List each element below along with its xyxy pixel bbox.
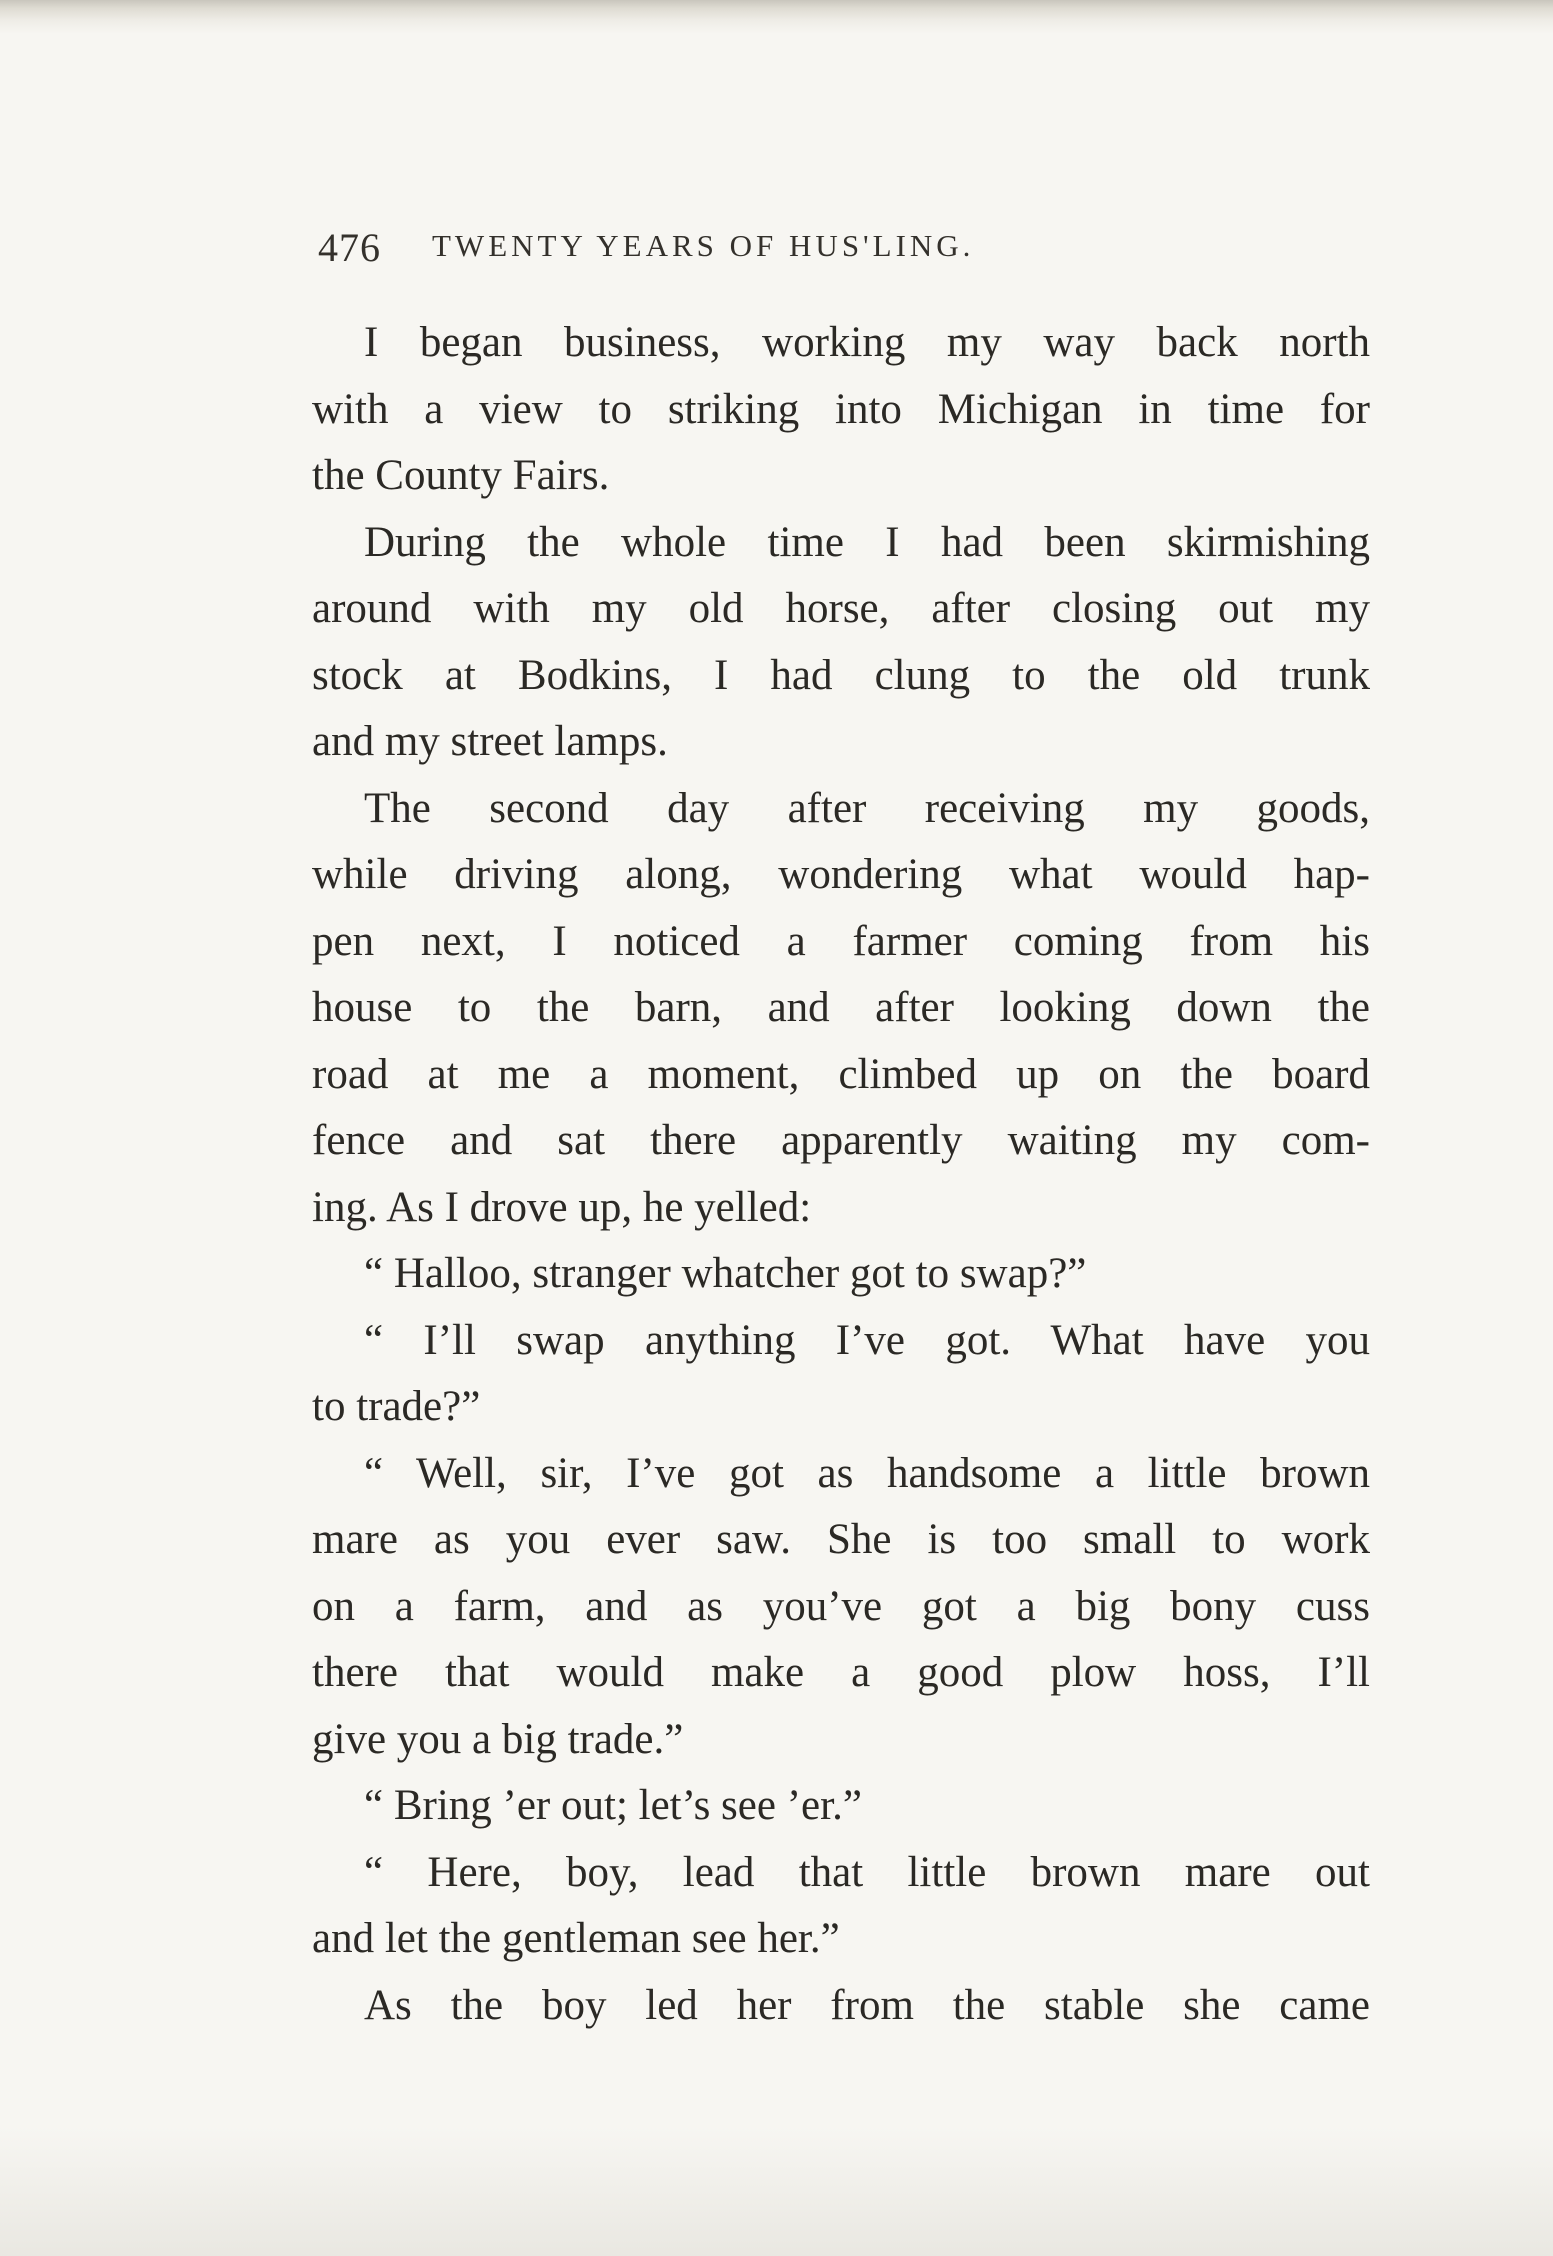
text-line: give you a big trade.” — [312, 1715, 684, 1763]
text-line: road at me a moment, climbed up on the board — [312, 1050, 1370, 1098]
text-line: stock at Bodkins, I had clung to the old trunk — [312, 651, 1370, 699]
text-line: and my street lamps. — [312, 718, 668, 765]
body-text — [312, 310, 1370, 2039]
text-line: “ Bring ’er out; let’s see ’er.” — [364, 1782, 862, 1829]
text-line: with a view to striking into Michigan in time for — [312, 385, 1370, 433]
text-line: “ Halloo, stranger whatcher got to swap?” — [364, 1250, 1087, 1297]
book-page — [312, 0, 1370, 2256]
text-line: I began business, working my way back north — [364, 319, 1370, 366]
text-line: around with my old horse, after closing out my — [312, 585, 1370, 632]
text-line: pen next, I noticed a farmer coming from his — [312, 917, 1370, 965]
text-line: while driving along, wondering what would hap- — [312, 851, 1370, 898]
text-line: During the whole time I had been skirmishing — [364, 518, 1370, 566]
text-line: house to the barn, and after looking down the — [312, 984, 1370, 1031]
text-line: mare as you ever saw. She is too small to work — [312, 1516, 1370, 1563]
text-line: to trade?” — [312, 1383, 481, 1430]
text-line: “ Well, sir, I’ve got as handsome a little brown — [364, 1449, 1370, 1497]
text-line: “ I’ll swap anything I’ve got. What have you — [364, 1316, 1370, 1364]
running-head — [312, 224, 1370, 284]
text-line: and let the gentleman see her.” — [312, 1915, 840, 1962]
text-line: The second day after receiving my goods, — [364, 784, 1370, 832]
text-line: “ Here, boy, lead that little brown mare out — [364, 1848, 1370, 1896]
text-line: ing. As I drove up, he yelled: — [312, 1183, 812, 1231]
text-line: fence and sat there apparently waiting my com- — [312, 1117, 1370, 1164]
page-number: 476 — [318, 225, 381, 270]
text-line: there that would make a good plow hoss, I’ll — [312, 1649, 1370, 1696]
text-line: the County Fairs. — [312, 452, 610, 499]
running-title: TWENTY YEARS OF HUS'LING. — [432, 228, 975, 263]
text-line: on a farm, and as you’ve got a big bony cuss — [312, 1582, 1370, 1630]
text-line: As the boy led her from the stable she came — [364, 1981, 1370, 2029]
